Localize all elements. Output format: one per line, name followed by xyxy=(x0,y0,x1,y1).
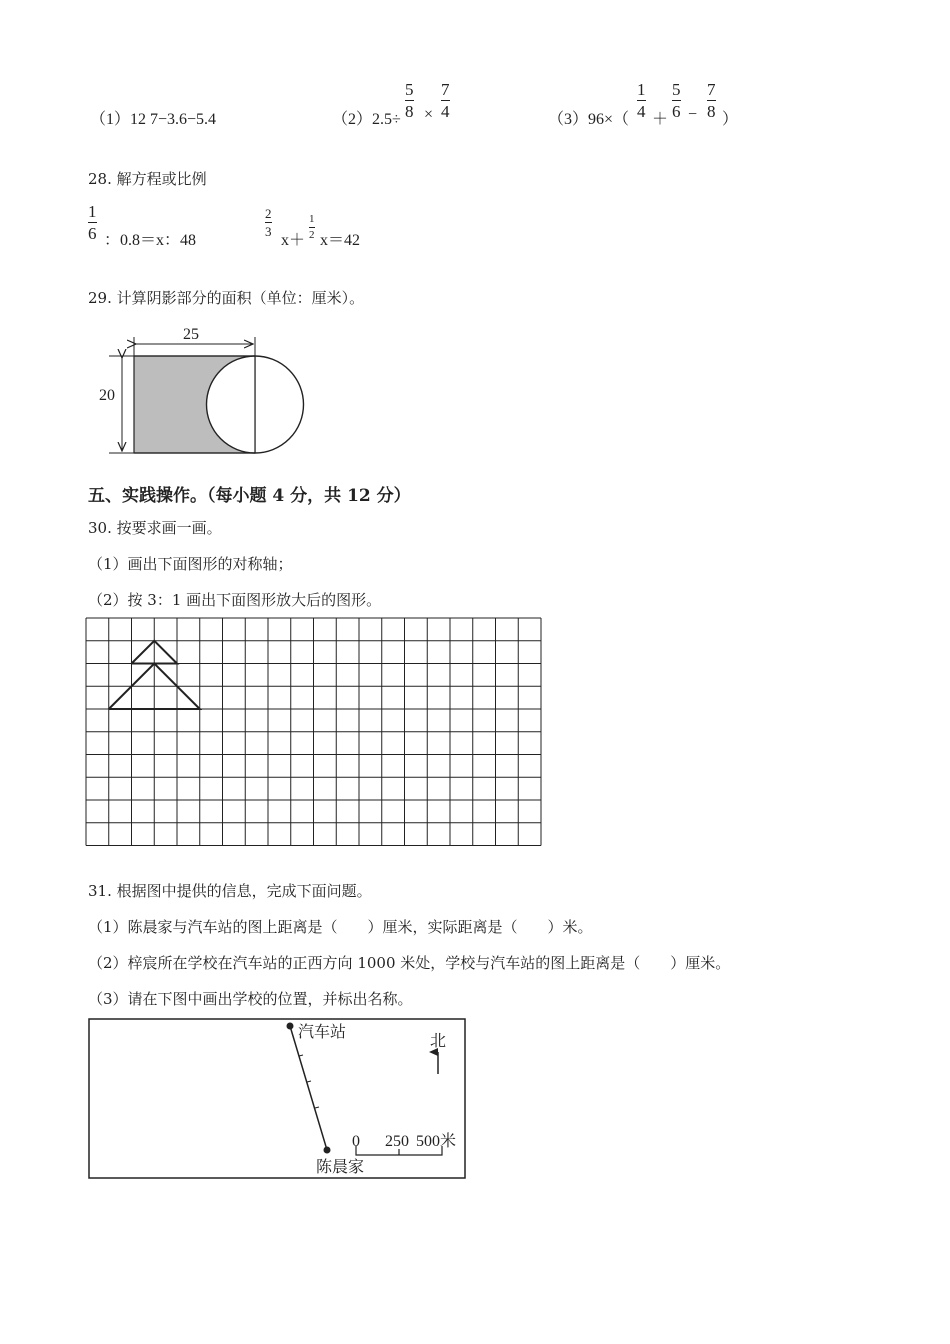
map-home-label: 陈晨家 xyxy=(316,1157,365,1176)
q29-circle xyxy=(207,356,304,453)
q29-height-label: 20 xyxy=(99,387,115,404)
map-scale-500: 500米 xyxy=(416,1133,457,1150)
q27-part3-fraction2: 5 6 xyxy=(672,80,681,121)
map-border xyxy=(89,1019,465,1178)
q31-item3: （3）请在下图中画出学校的位置，并标出名称。 xyxy=(88,990,413,1008)
q30-grid-lines xyxy=(86,618,541,846)
q27-part2-fraction2: 7 4 xyxy=(441,80,450,121)
map-tick-1 xyxy=(299,1055,303,1056)
q30-title: 30. 按要求画一画。 xyxy=(88,519,222,537)
q27-part1: （1）12 7−3.6−5.4 xyxy=(90,111,217,128)
q28-eq2-fraction2: 1 2 xyxy=(309,213,315,241)
section5-heading: 五、实践操作。（每小题 4 分，共 12 分） xyxy=(88,486,411,506)
q27-part2-fraction1: 5 8 xyxy=(405,80,414,121)
q30-item2: （2）按 3：1 画出下面图形放大后的图形。 xyxy=(88,591,382,609)
q29-title: 29. 计算阴影部分的面积（单位：厘米）。 xyxy=(88,289,365,307)
q28-eq1-rest: ：0.8＝x：48 xyxy=(104,232,197,249)
map-bus-station-label: 汽车站 xyxy=(298,1022,347,1041)
q27-part3-fraction3: 7 8 xyxy=(707,80,716,121)
q31-item1: （1）陈晨家与汽车站的图上距离是（ ）厘米，实际距离是（ ）米。 xyxy=(88,918,593,936)
q28-eq2-mid: x＋ xyxy=(281,232,306,249)
map-bus-station-dot xyxy=(287,1023,294,1030)
q30-item1: （1）画出下面图形的对称轴； xyxy=(88,555,293,573)
q28-eq2-fraction1: 2 3 xyxy=(265,206,272,239)
q27-part2-operator: × xyxy=(424,106,434,123)
map-scale-0: 0 xyxy=(352,1133,360,1150)
q31-title: 31. 根据图中提供的信息，完成下面问题。 xyxy=(88,882,372,900)
q28-eq2-rest: x＝42 xyxy=(320,232,361,249)
q27-part3-op1: ＋ xyxy=(652,111,669,128)
q28-eq1-fraction: 1 6 xyxy=(88,202,97,243)
q31-map xyxy=(88,1018,468,1180)
map-home-dot xyxy=(324,1147,331,1154)
q27-part3-fraction1: 1 4 xyxy=(637,80,646,121)
map-north-label: 北 xyxy=(430,1031,447,1050)
q29-circle-inner xyxy=(207,356,304,453)
q27-part2-prefix: （2）2.5÷ xyxy=(332,111,401,128)
q31-item2: （2）梓宸所在学校在汽车站的正西方向 1000 米处，学校与汽车站的图上距离是（ ）厘米。 xyxy=(88,954,731,972)
q27-part3-suffix: ） xyxy=(722,111,739,128)
q28-title: 28. 解方程或比例 xyxy=(88,170,207,188)
map-scale-250: 250 xyxy=(385,1133,409,1150)
map-route-line xyxy=(290,1026,327,1150)
q27-part3-op2: − xyxy=(688,106,698,123)
q29-shaded-region xyxy=(134,356,255,453)
map-tick-2 xyxy=(307,1081,311,1082)
q29-width-label: 25 xyxy=(183,326,199,343)
q27-part3-prefix: （3）96×（ xyxy=(548,111,630,128)
map-tick-3 xyxy=(315,1107,319,1108)
q30-grid xyxy=(86,618,546,848)
